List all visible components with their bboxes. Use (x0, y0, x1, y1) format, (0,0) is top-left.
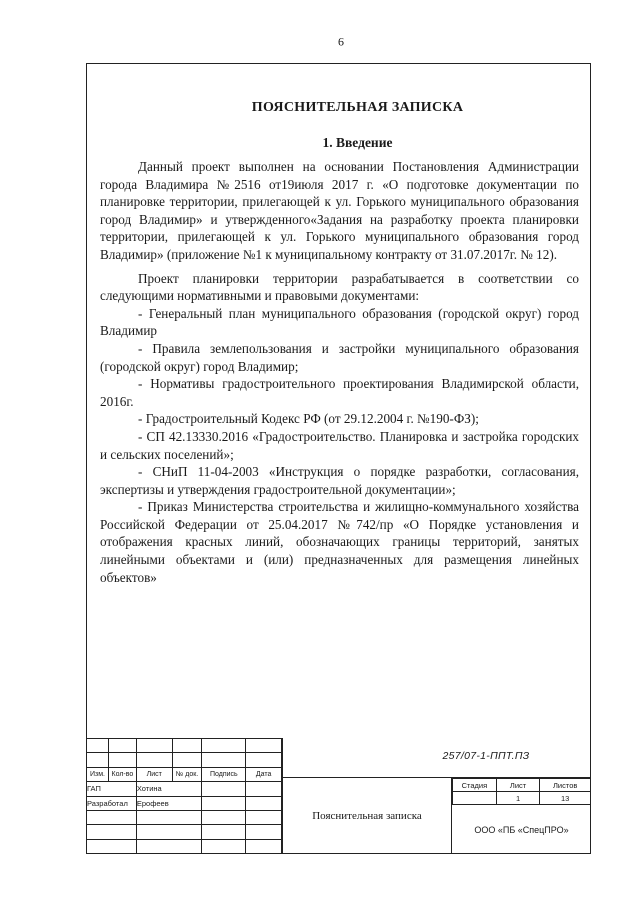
list-item: - СНиП 11-04-2003 «Инструкция о порядке разработки, согласования, экспертизы и утверждения градостроительной документации»; (100, 464, 579, 497)
title-block (86, 738, 591, 854)
meta-sheets-value: 13 (540, 792, 591, 805)
meta-sheet-header: Лист (496, 779, 540, 792)
list-item: - Приказ Министерства строительства и жилищно-коммунального хозяйства Российской Федерации от 25.04.2017 №742/пр «О Порядке установления и отображения красных линий, обозначающих границы территорий, занятых линейными объектами и (или) предназначенных для размещения линейных объектов» (100, 499, 579, 585)
meta-stage-header: Стадия (453, 779, 497, 792)
meta-sheets-header: Листов (540, 779, 591, 792)
name-erofeev: Ерофеев (136, 796, 202, 810)
header-kolvo: Кол-во (108, 767, 136, 781)
body-text (100, 158, 579, 586)
header-izm: Изм. (87, 767, 109, 781)
list-item: - СП 42.13330.2016 «Градостроительство. Планировка и застройка городских и сельских поселений»; (100, 428, 579, 462)
company-name: ООО «ПБ «СпецПРО» (474, 825, 569, 835)
section-heading: 1. Введение (322, 135, 393, 150)
document-title: ПОЯСНИТЕЛЬНАЯ ЗАПИСКА (251, 100, 464, 115)
document-code: 257/07-1-ППТ.ПЗ (442, 750, 530, 762)
header-ndoc: № док. (172, 767, 202, 781)
sheet-meta-table (452, 778, 591, 805)
name-khotina: Хотина (136, 782, 202, 796)
page-number: 9 (338, 35, 344, 49)
list-item: - Генеральный план муниципального образования (городской округ) город Владимир (100, 305, 579, 339)
header-signature: Подпись (202, 767, 246, 781)
meta-stage-value (453, 792, 497, 805)
meta-sheet-value: 1 (496, 792, 540, 805)
sheet-title: Пояснительная записка (282, 778, 452, 854)
role-developer: Разработал (87, 796, 137, 810)
list-item: - Правила землепользования и застройки муниципального образования (городской округ) город Владимир; (100, 340, 579, 374)
revision-table (86, 738, 282, 854)
header-list: Лист (136, 767, 172, 781)
list-item: - Нормативы градостроительного проектирования Владимирской области, 2016г. (100, 376, 579, 409)
role-gap: ГАП (87, 782, 137, 796)
paragraph-intro: Данный проект выполнен на основании Постановления Администрации города Владимира №2516 от19июля 2017 г. «О подготовке документации по планировке территории, прилегающей к ул. Горького муниципального образования город Владимир» и утвержденного«Задания на разработку проекта планировки территории, прилегающей к ул. Горького муниципального образования город Владимир» (приложение №1 к муниципальному контракту от 31.07.2017г. № 12). (100, 159, 579, 262)
paragraph-basis: Проект планировки территории разрабатывается в соответствии со следующими нормативными и правовыми документами: (100, 270, 579, 304)
list-item: - Градостроительный Кодекс РФ (от 29.12.2004 г. №190-ФЗ); (138, 411, 479, 427)
header-date: Дата (246, 767, 282, 781)
